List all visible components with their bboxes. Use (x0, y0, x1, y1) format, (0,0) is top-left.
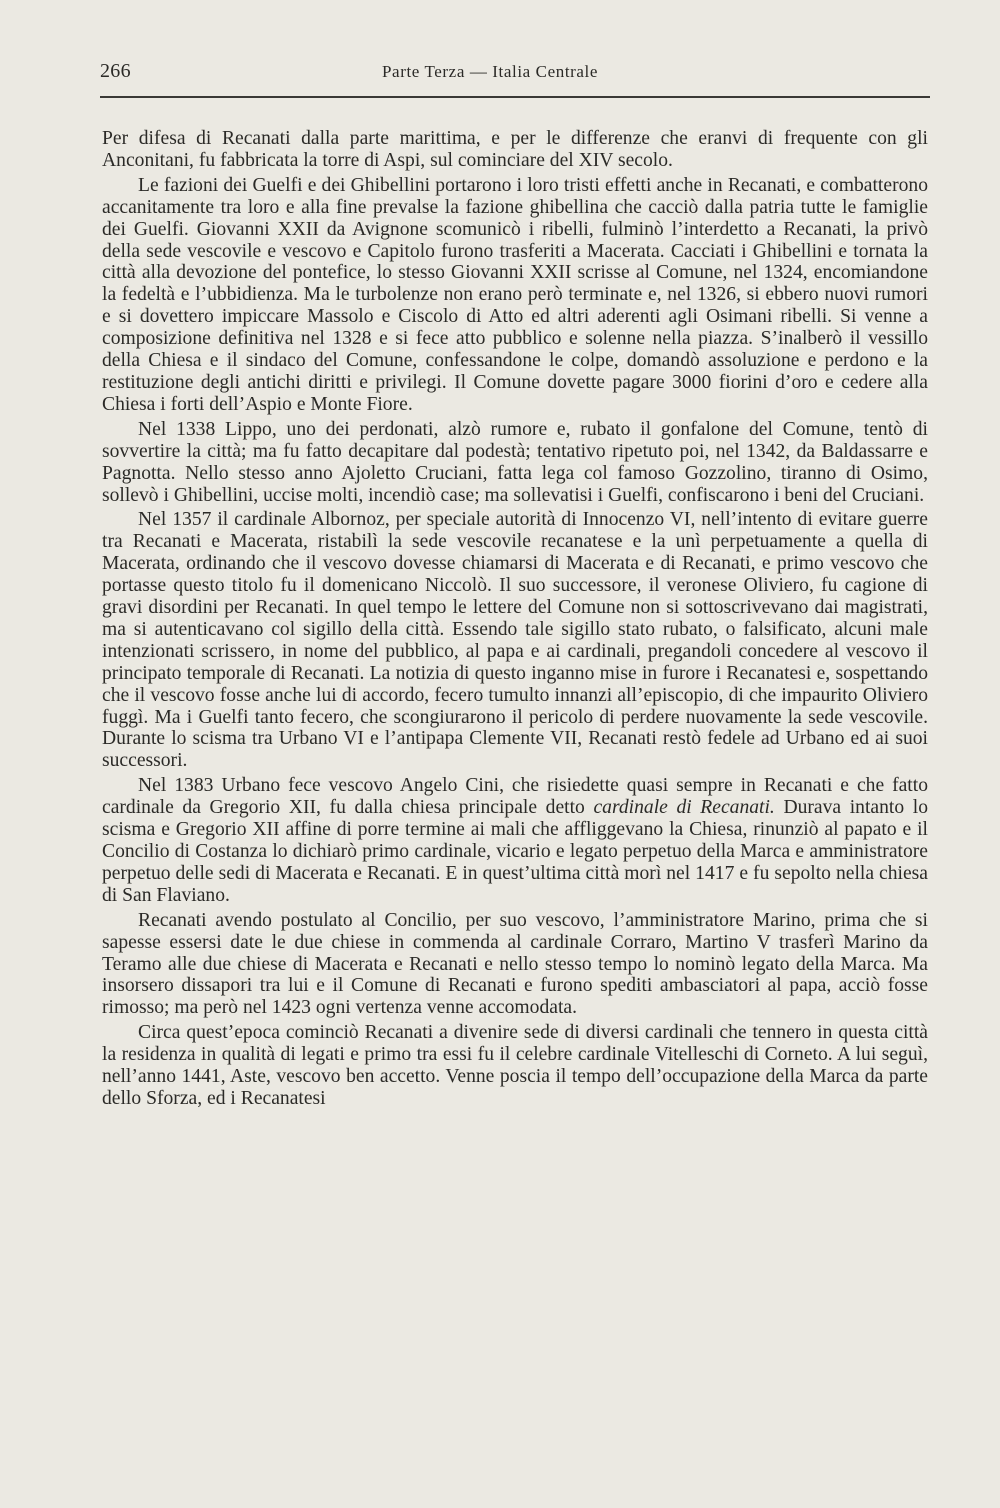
italic-phrase: cardinale di Recanati. (593, 797, 775, 819)
paragraph-text: Durava intanto lo scisma e Gregorio XII affine di porre termine ai mali che affliggevano la Chiesa, rinunziò al papato e il Concilio di Costanza lo dichiarò primo cardinale, vicario e legato perpetuo della Marca e amministratore perpetuo delle sedi di Macerata e Recanati. E in quest’ultima città morì nel 1417 e fu sepolto nella chiesa di San Flaviano. (102, 797, 928, 906)
paragraph-text: Nel 1383 Urbano fece vescovo Angelo Cini, che risiedette quasi sempre in Recanati e che fatto cardinale da Gregorio XII, fu dalla chiesa principale detto (102, 775, 928, 819)
paragraph-text: Circa quest’epoca cominciò Recanati a divenire sede di diversi cardinali che tennero in questa città la residenza in qualità di legati e primo tra essi fu il celebre cardinale Vitelleschi di Corneto. A lui seguì, nell’anno 1441, Aste, vescovo ben accetto. Venne poscia il tempo dell’occupazione della Marca da parte dello Sforza, ed i Recanatesi (102, 1022, 928, 1109)
paragraph-text: Recanati avendo postulato al Concilio, per suo vescovo, l’amministratore Marino, prima che si sapesse essersi date le due chiese in commenda al cardinale Corraro, Martino V trasferì Marino da Teramo alle due chiese di Macerata e Recanati e nello stesso tempo lo nominò legato della Marca. Ma insorsero dissapori tra lui e il Comune di Recanati e furono spediti ambasciatori al papa, acciò fosse rimosso; ma però nel 1423 ogni vertenza venne accomodata. (102, 909, 928, 1019)
paragraph (102, 910, 928, 1020)
paragraph (102, 128, 928, 172)
page-number: 266 (100, 60, 131, 82)
paragraph-text: Nel 1357 il cardinale Albornoz, per speciale autorità di Innocenzo VI, nell’intento di evitare guerre tra Recanati e Macerata, ristabilì la sede vescovile recanatese e la unì perpetuamente a quella di Macerata, ordinando che il vescovo dovesse chiamarsi di Macerata e di Recanati, e primo vescovo che portasse questo titolo fu il domenicano Niccolò. Il suo successore, il veronese Oliviero, fu cagione di gravi disordini per Recanati. In quel tempo le lettere del Comune non si sottoscrivevano dai magistrati, ma si autenticavano col sigillo della città. Essendo tale sigillo stato rubato, o falsificato, alcuni male intenzionati scrissero, in nome del pubblico, al papa e ai cardinali, pregandoli concedere al vescovo il principato temporale di Recanati. La notizia di questo inganno mise in furore i Recanatesi e, sospettando che il vescovo fosse anche lui di accordo, fecero tumulto innanzi all’episcopio, di che impaurito Oliviero fuggì. Ma i Guelfi tanto fecero, che scongiurarono il pericolo di perdere nuovamente la sede vescovile. Durante lo scisma tra Urbano VI e l’antipapa Clemente VII, Recanati restò fedele ad Urbano ed ai suoi successori. (102, 509, 928, 772)
paragraph-text: Nel 1338 Lippo, uno dei perdonati, alzò rumore e, rubato il gonfalone del Comune, tentò di sovvertire la città; ma fu fatto decapitare dal podestà; tentativo ripetuto poi, nel 1342, da Baldassarre e Pagnotta. Nello stesso anno Ajoletto Cruciani, fatta lega col famoso Gozzolino, tiranno di Osimo, sollevò i Ghibellini, uccise molti, incendiò case; ma sollevatisi i Guelfi, confiscarono i beni del Cruciani. (102, 418, 928, 506)
running-head: Parte Terza — Italia Centrale (382, 62, 599, 81)
paragraph (102, 509, 928, 772)
paragraph-text: Le fazioni dei Guelfi e dei Ghibellini portarono i loro tristi effetti anche in Recanati, e combatterono accanitamente tra loro e alla fine prevalse la fazione ghibellina che cacciò dalla patria tutte le famiglie dei Guelfi. Giovanni XXII da Avignone scomunicò i ribelli, fulminò l’interdetto a Recanati, la privò della sede vescovile e vescovo e Capitolo furono trasferiti a Macerata. Cacciati i Ghibellini e tornata la città alla devozione del pontefice, lo stesso Giovanni XXII scrisse al Comune, nel 1324, encomiandone la fedeltà e l’ubbidienza. Ma le turbolenze non erano però terminate e, nel 1326, si ebbero nuovi rumori e si dovettero impiccare Massolo e Ciscolo di Atto ed altri aderenti agli Osimani ribelli. Si venne a composizione definitiva nel 1328 e si fece atto pubblico e solenne nella piazza. S’inalberò il vessillo della Chiesa e il sindaco del Comune, confessandone le colpe, domandò assoluzione e perdono e la restituzione degli antichi diritti e privilegi. Il Comune dovette pagare 3000 fiorini d’oro e cedere alla Chiesa i forti dell’Aspio e Monte Fiore. (102, 174, 928, 415)
header-rule (100, 96, 930, 98)
paragraph (102, 775, 928, 906)
paragraph (102, 175, 928, 416)
page-header (100, 58, 930, 88)
body-text (102, 128, 928, 1113)
paragraph (102, 1022, 928, 1110)
paragraph (102, 419, 928, 507)
paragraph-text: Per difesa di Recanati dalla parte marittima, e per le differenze che eranvi di frequente con gli Anconitani, fu fabbricata la torre di Aspi, sul cominciare del XIV secolo. (102, 128, 928, 171)
